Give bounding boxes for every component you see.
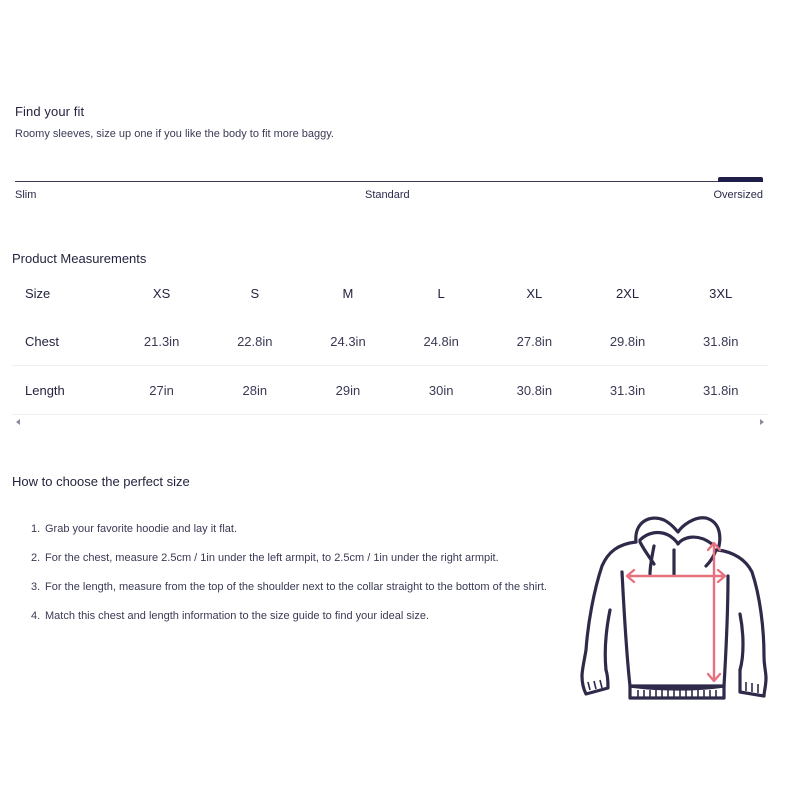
table-row-label: Chest (25, 333, 59, 349)
table-header-row (12, 270, 768, 317)
list-item (31, 576, 571, 598)
fit-title: Find your fit (15, 104, 85, 119)
table-cell: 29.8in (609, 333, 646, 349)
howto-steps-list (31, 518, 571, 634)
measurements-title: Product Measurements (12, 251, 147, 266)
table-header-cell: 3XL (709, 286, 733, 301)
table-cell: 28in (242, 382, 268, 398)
table-cell: 30.8in (516, 382, 553, 398)
table-row (12, 366, 768, 415)
table-row-label: Length (25, 382, 65, 398)
table-horizontal-scrollbar[interactable] (12, 418, 768, 428)
table-cell: 27in (149, 382, 174, 398)
fit-label-slim: Slim (15, 189, 37, 201)
table-cell: 24.8in (423, 333, 459, 349)
fit-scale-line (15, 181, 763, 182)
table-header-cell: XL (526, 286, 543, 301)
fit-label-standard: Standard (365, 189, 410, 201)
scroll-left-icon[interactable] (16, 419, 20, 425)
step-number: 1. (31, 523, 41, 535)
fit-subtitle: Roomy sleeves, size up one if you like the body to fit more baggy. (15, 128, 334, 140)
table-header-cell: S (250, 286, 260, 301)
fit-label-oversized: Oversized (713, 189, 763, 201)
step-text: For the length, measure from the top of the shoulder next to the collar straight to the bottom of the shirt. (45, 581, 547, 593)
step-number: 4. (31, 610, 41, 622)
table-header-cell: L (437, 286, 445, 301)
fit-scale-marker (718, 177, 763, 182)
fit-labels (15, 189, 765, 203)
table-cell: 21.3in (143, 333, 180, 349)
step-number: 3. (31, 581, 41, 593)
list-item (31, 547, 571, 569)
measurements-table (12, 270, 768, 415)
table-header-cell: Size (25, 286, 51, 301)
table-cell: 22.8in (237, 333, 273, 349)
table-cell: 30in (428, 382, 454, 398)
table-header-cell: M (342, 286, 354, 301)
step-text: Grab your favorite hoodie and lay it flat. (45, 523, 237, 535)
table-header-cell: XS (152, 286, 171, 301)
list-item (31, 605, 571, 627)
hoodie-icon (578, 510, 770, 705)
fit-scale (15, 168, 765, 182)
table-cell: 29in (335, 382, 361, 398)
table-cell: 31.8in (703, 382, 739, 398)
step-text: Match this chest and length information to the size guide to find your ideal size. (45, 610, 429, 622)
list-item (31, 518, 571, 540)
table-row (12, 317, 768, 366)
table-header-cell: 2XL (615, 286, 640, 301)
step-number: 2. (31, 552, 41, 564)
table-cell: 31.3in (609, 382, 646, 398)
fit-section (15, 104, 765, 203)
table-cell: 24.3in (330, 333, 366, 349)
table-cell: 27.8in (516, 333, 553, 349)
scroll-right-icon[interactable] (760, 419, 764, 425)
table-cell: 31.8in (703, 333, 739, 349)
step-text: For the chest, measure 2.5cm / 1in under the left armpit, to 2.5cm / 1in under the right armpit. (45, 552, 499, 564)
howto-title: How to choose the perfect size (12, 474, 190, 489)
